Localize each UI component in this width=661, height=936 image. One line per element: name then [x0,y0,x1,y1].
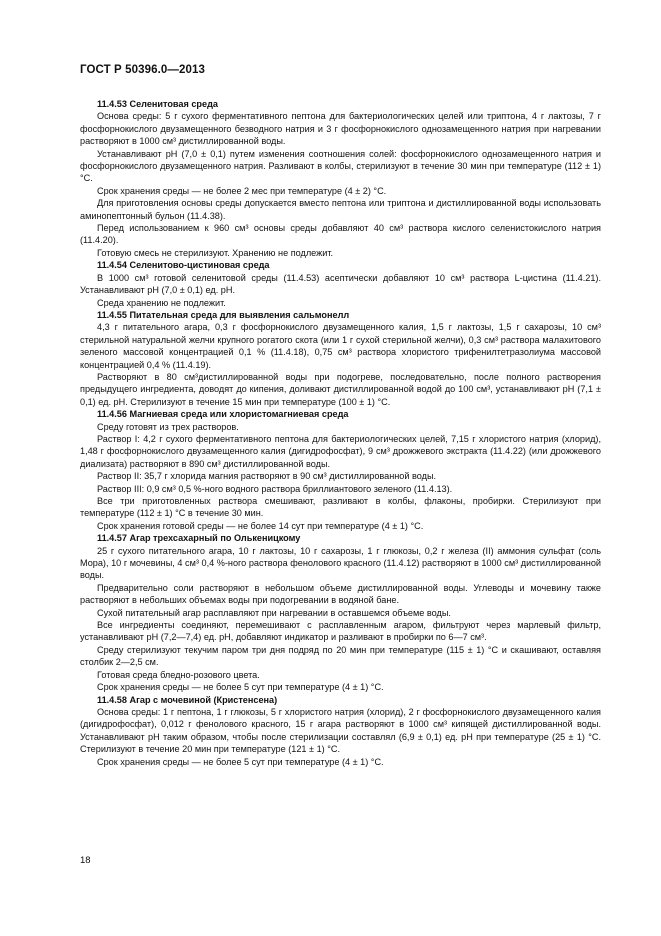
section-heading-11-4-58: 11.4.58 Агар с мочевиной (Кристенсена) [97,694,278,705]
paragraph: Растворяют в 80 см³дистиллированной воды при подогреве, последовательно, после полного растворения предыдущего ингредиента, доводят до кипения, доливают дистиллированной водой до 100 см³, устанавливают pH (7,1 ± 0,1) ед. pH. Стерилизуют в течение 15 мин при температуре (100 ± 1) °С. [80,371,601,407]
paragraph: Среда хранению не подлежит. [97,297,226,308]
paragraph: Перед использованием к 960 см³ основы среды добавляют 40 см³ раствора кислого селенистокислого натрия (11.4.20). [80,223,601,246]
paragraph: Для приготовления основы среды допускается вместо пептона или триптона и дистиллированной воды использовать аминопептонный бульон (11.4.38). [80,198,601,221]
paragraph: Устанавливают pH (7,0 ± 0,1) путем изменения соотношения солей: фосфорнокислого однозамещенного натрия и фосфорнокислого двузамещенного натрия. Разливают в колбы, стерилизуют в течение 30 мин при температуре (112 ± 1) °С. [80,148,601,184]
paragraph: Все три приготовленных раствора смешивают, разливают в колбы, флаконы, пробирки. Стерилизуют при температуре (112 ± 1) °С в течение 30 мин. [80,496,601,519]
paragraph: Сухой питательный агар расплавляют при нагревании в оставшемся объеме воды. [97,607,451,618]
paragraph: Готовая среда бледно-розового цвета. [97,669,260,680]
section-heading-11-4-54: 11.4.54 Селенитово-цистиновая среда [97,260,270,271]
document-body [80,98,601,768]
paragraph: Раствор I: 4,2 г сухого ферментативного пептона для бактериологических целей, 7,15 г хлористого натрия (хлорид), 1,48 г фосфорнокислого двузамещенного калия (дигидрофосфат), 9 см³ дрожжевого экстракта (11.4.22) (или дрожжевого диализата) растворяют в 890 см³ дистиллированной воды. [80,433,601,469]
section-heading-11-4-56: 11.4.56 Магниевая среда или хлористомагниевая среда [97,409,349,420]
paragraph: Основа среды: 1 г пептона, 1 г глюкозы, 5 г хлористого натрия (хлорид), 2 г фосфорнокислого двузамещенного калия (дигидрофосфат), 0,012 г фенолового красного, 15 г агара растворяют в 1000 см³ кипящей дистиллированной воды. Устанавливают pH таким образом, чтобы после стерилизации составлял (6,9 ± 0,1) ед. pH при температуре (25 ± 1) °С. Стерилизуют в течение 20 мин при температуре (121 ± 1) °С. [80,706,601,755]
section-heading-11-4-55: 11.4.55 Питательная среда для выявления сальмонелл [97,309,350,320]
paragraph: Предварительно соли растворяют в небольшом объеме дистиллированной воды. Углеводы и мочевину также растворяют в небольших объемах воды при подогревании в водяной бане. [80,582,601,606]
paragraph: Среду готовят из трех растворов. [97,421,239,432]
section-heading-11-4-57: 11.4.57 Агар трехсахарный по Олькеницкому [97,533,301,544]
paragraph: Основа среды: 5 г сухого ферментативного пептона для бактериологических целей или триптона, 4 г лактозы, 7 г фосфорнокислого двузамещенного безводного натрия и 3 г фосфорнокислого однозамещенного натрия при нагревании растворяют в 1000 см³ дистиллированной воды. [80,111,601,147]
document-header: ГОСТ Р 50396.0—2013 [80,64,205,76]
paragraph: Раствор II: 35,7 г хлорида магния растворяют в 90 см³ дистиллированной воды. [97,471,437,482]
paragraph: В 1000 см³ готовой селенитовой среды (11.4.53) асептически добавляют 10 см³ раствора L-цистина (11.4.21). Устанавливают pH (7,0 ± 0,1) ед. pH. [80,272,601,296]
paragraph: Срок хранения среды — не более 5 сут при температуре (4 ± 1) °С. [97,682,384,693]
section-heading-11-4-53: 11.4.53 Селенитовая среда [97,99,218,109]
page-number: 18 [80,855,91,866]
paragraph: 25 г сухого питательного агара, 10 г лактозы, 10 г сахарозы, 1 г глюкозы, 0,2 г железа (II) аммония сульфат (соль Мора), 10 г мочевины, 4 см³ 0,4 %-ного раствора фенолового красного (11.4.12) растворяют в 1000 см³ дистиллированной воды. [80,545,601,581]
paragraph: Срок хранения среды — не более 5 сут при температуре (4 ± 1) °С. [97,756,384,767]
paragraph: 4,3 г питательного агара, 0,3 г фосфорнокислого двузамещенного калия, 1,5 г лактозы, 1,5 г сахарозы, 10 см³ стерильной натуральной желчи крупного рогатого скота (или 1 г сухой стерильной желчи), 0,3 см³ раствора малахитового зеленого массовой концентрацией 0,1 % (11.4.18), 0,75 см³ раствора хлористого трифенилтетразолиума массовой концентрацией 0,4 % (11.4.19). [80,322,601,370]
paragraph: Срок хранения готовой среды — не более 14 сут при температуре (4 ± 1) °С. [97,520,424,531]
paragraph: Среду стерилизуют текучим паром три дня подряд по 20 мин при температуре (115 ± 1) °С и скашивают, оставляя столбик 2—2,5 см. [80,644,601,668]
paragraph: Готовую смесь не стерилизуют. Хранению не подлежит. [97,247,334,258]
paragraph: Все ингредиенты соединяют, перемешивают с расплавленным агаром, фильтруют через марлевый фильтр, устанавливают pH (7,2—7,4) ед. pH, добавляют индикатор и разливают в пробирки по 6—7 см³. [80,620,601,643]
paragraph: Срок хранения среды — не более 2 мес при температуре (4 ± 2) °С. [97,185,387,196]
paragraph: Раствор III: 0,9 см³ 0,5 %-ного водного раствора бриллиантового зеленого (11.4.13). [97,483,453,494]
